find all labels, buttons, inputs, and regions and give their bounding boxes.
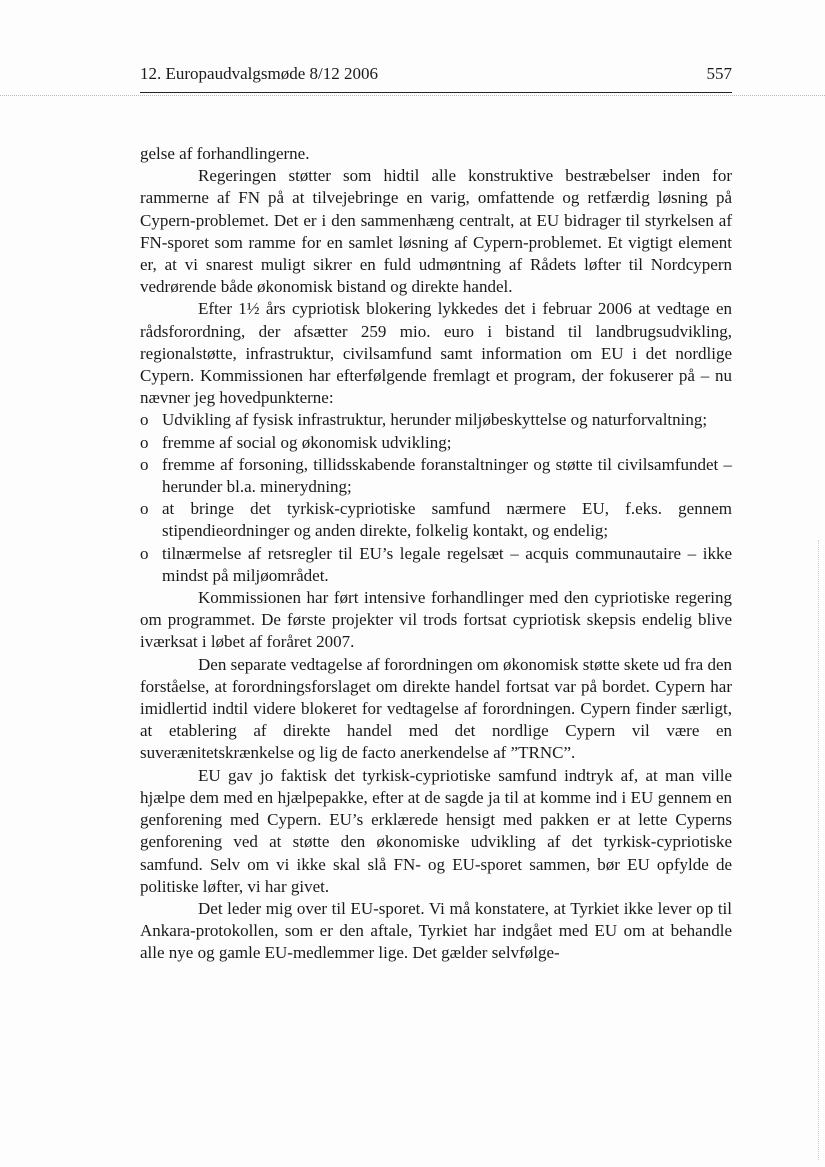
page-number: 557: [706, 64, 732, 83]
scan-artifact-line: [0, 95, 825, 96]
paragraph: EU gav jo faktisk det tyrkisk-cypriotiske samfund indtryk af, at man ville hjælpe dem med en hjælpepakke, efter at de sagde ja til at komme ind i EU gennem en genforening med Cypern. EU’s erklærede hensigt med pakken er at lette Cyperns genforening ved at støtte den økonomiske udvikling af det tyrkisk-cypriotiske samfund. Selv om vi ikke skal slå FN- og EU-sporet sammen, bør EU opfylde de politiske løfter, vi har givet.: [140, 765, 732, 896]
paragraph: Den separate vedtagelse af forordningen om økonomisk støtte skete ud fra den forståelse, at forordningsforslaget om direkte handel fortsat var på bordet. Cypern har imidlertid indtil videre blokeret for vedtagelse af forordningen. Cypern finder særligt, at etablering af direkte handel med det nordlige Cypern vil være en suverænitetskrænkelse og lig de facto anerkendelse af ”TRNC”.: [140, 654, 732, 763]
list-item: o at bringe det tyrkisk-cypriotiske samfund nærmere EU, f.eks. gennem stipendieordninger og anden direkte, folkelig kontakt, og endelig;: [140, 498, 732, 542]
header-rule: [140, 92, 732, 93]
paragraph: Regeringen støtter som hidtil alle konstruktive bestræbelser inden for rammerne af FN på at tilvejebringe en varig, omfattende og retfærdig løsning på Cypern-problemet. Det er i den sammenhæng centralt, at EU bidrager til styrkelsen af FN-sporet som ramme for en samlet løsning af Cypern-problemet. Et vigtigt element er, at vi snarest muligt sikrer en fuld udmøntning af Rådets løfter til Nordcypern vedrørende både økonomisk bistand og direkte handel.: [140, 166, 732, 297]
header-title: 12. Europaudvalgsmøde 8/12 2006: [140, 64, 378, 83]
list-item: o fremme af forsoning, tillidsskabende foranstaltninger og støtte til civilsamfundet – herunder bl.a. minerydning;: [140, 454, 732, 498]
bullet-list: [140, 409, 732, 587]
scan-edge-artifact: [818, 540, 819, 1160]
list-item: o Udvikling af fysisk infrastruktur, herunder miljøbeskyttelse og naturforvaltning;: [140, 409, 732, 431]
paragraph-continuation: gelse af forhandlingerne.: [140, 144, 310, 163]
paragraph: Kommissionen har ført intensive forhandlinger med den cypriotiske regering om programmet. De første projekter vil trods fortsat cypriotisk skepsis endelig blive iværksat i løbet af foråret 2007.: [140, 588, 732, 652]
running-header: [140, 64, 732, 88]
body-text: [140, 143, 732, 965]
list-item: o tilnærmelse af retsregler til EU’s legale regelsæt – acquis communautaire – ikke mindst på miljøområdet.: [140, 543, 732, 587]
list-item: o fremme af social og økonomisk udvikling;: [140, 432, 732, 454]
paragraph: Efter 1½ års cypriotisk blokering lykkedes det i februar 2006 at vedtage en rådsforordning, der afsætter 259 mio. euro i bistand til landbrugsudvikling, regionalstøtte, infrastruktur, civilsamfund samt information om EU i det nordlige Cypern. Kommissionen har efterfølgende fremlagt et program, der fokuserer på – nu nævner jeg hovedpunkterne:: [140, 299, 732, 408]
paragraph: Det leder mig over til EU-sporet. Vi må konstatere, at Tyrkiet ikke lever op til Ankara-protokollen, som er den aftale, Tyrkiet har indgået med EU om at behandle alle nye og gamle EU-medlemmer lige. Det gælder selvfølge-: [140, 898, 732, 963]
